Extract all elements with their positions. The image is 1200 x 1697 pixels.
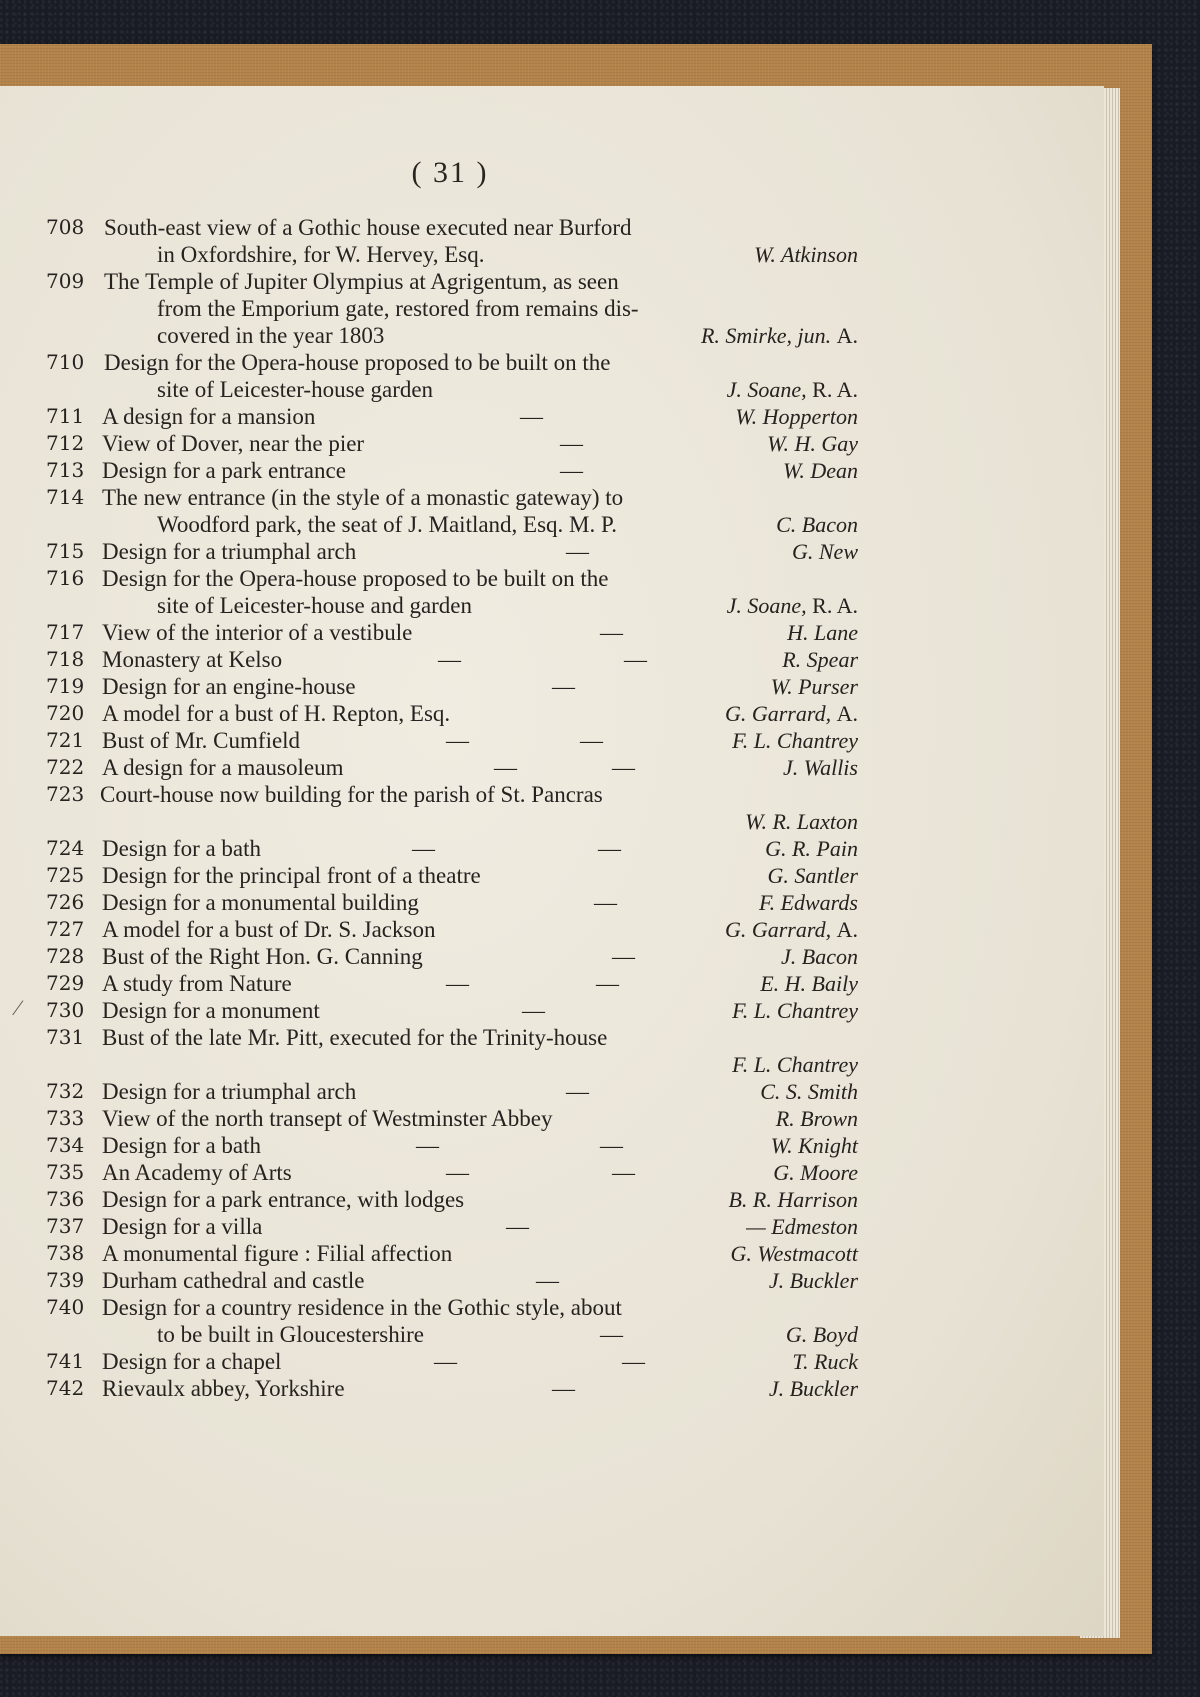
entry-738 [0, 1240, 870, 1267]
page-number-header: ( 31 ) [411, 156, 489, 189]
entry-number: 726 [46, 890, 85, 914]
entry-artist: J. Buckler [768, 1268, 858, 1293]
entry-artist: W. R. Laxton [745, 809, 858, 834]
entry-title-cont: site of Leicester-house garden [157, 377, 434, 402]
entry-title: Design for an engine-house [102, 674, 356, 699]
entry-artist: B. R. Harrison [728, 1187, 858, 1212]
dash: — [412, 836, 435, 861]
entry-723 [0, 781, 870, 834]
entry-title: Design for a monumental building [102, 890, 419, 915]
entry-artist: G. R. Pain [765, 836, 858, 861]
dash: — [522, 998, 545, 1023]
entry-artist: J. Buckler [768, 1376, 858, 1401]
entry-title-cont: in Oxfordshire, for W. Hervey, Esq. [157, 242, 485, 267]
entry-719 [0, 673, 870, 700]
dash: — [600, 620, 623, 645]
entry-number: 733 [46, 1106, 85, 1130]
dash: — [520, 404, 543, 429]
entry-artist: R. Brown [775, 1106, 858, 1131]
entry-title: South-east view of a Gothic house executed near Burford [104, 215, 632, 240]
entry-number: 723 [46, 782, 85, 806]
dash: — [600, 1322, 623, 1347]
entry-title: Bust of the Right Hon. G. Canning [102, 944, 423, 969]
entry-733 [0, 1105, 870, 1132]
entry-artist: J. Bacon [781, 944, 858, 969]
entry-712 [0, 430, 870, 457]
entry-title: Court-house now building for the parish of St. Pancras [100, 782, 603, 807]
entry-title: View of Dover, near the pier [102, 431, 365, 456]
dash: — [494, 755, 517, 780]
entry-title-cont: site of Leicester-house and garden [157, 593, 473, 618]
entry-708 [0, 214, 870, 267]
entry-number: 736 [46, 1187, 85, 1211]
entry-number: 734 [46, 1133, 85, 1157]
dash: — [560, 458, 583, 483]
dash: — [580, 728, 603, 753]
entry-title-cont: from the Emporium gate, restored from remains dis- [157, 296, 639, 321]
entry-title: Design for a country residence in the Gothic style, about [102, 1295, 622, 1320]
entry-729 [0, 970, 870, 997]
pencil-tick-mark: ∕ [16, 995, 20, 1020]
entry-artist: G. Moore [773, 1160, 858, 1185]
entry-artist: J. Soane, R. A. [726, 593, 858, 618]
dash: — [596, 971, 619, 996]
entry-artist: E. H. Baily [760, 971, 858, 996]
entry-title: A model for a bust of Dr. S. Jackson [102, 917, 436, 942]
entry-artist: F. L. Chantrey [732, 998, 858, 1023]
entry-title: Design for a triumphal arch [102, 1079, 357, 1104]
entry-718 [0, 646, 870, 673]
entry-title: An Academy of Arts [102, 1160, 292, 1185]
dash: — [612, 944, 635, 969]
dash: — [438, 647, 461, 672]
entry-number: 742 [46, 1376, 85, 1400]
entry-number: 719 [46, 674, 85, 698]
entry-artist: H. Lane [787, 620, 858, 645]
entry-709 [0, 268, 870, 348]
dash: — [600, 1133, 623, 1158]
entry-artist: W. Hopperton [735, 404, 858, 429]
dash: — [536, 1268, 559, 1293]
entry-artist: G. Garrard, A. [724, 917, 858, 942]
entry-number: 716 [46, 566, 85, 590]
entry-726 [0, 889, 870, 916]
entry-number: 728 [46, 944, 85, 968]
entry-artist: C. S. Smith [760, 1079, 858, 1104]
entry-artist: J. Wallis [783, 755, 858, 780]
entry-number: 718 [46, 647, 85, 671]
dash: — [612, 755, 635, 780]
entry-739 [0, 1267, 870, 1294]
entry-number: 740 [46, 1295, 85, 1319]
entry-number: 735 [46, 1160, 85, 1184]
entry-title: Design for a triumphal arch [102, 539, 357, 564]
entry-artist: F. Edwards [758, 890, 858, 915]
entry-title: Design for a park entrance, with lodges [102, 1187, 465, 1212]
entry-title: Bust of the late Mr. Pitt, executed for the Trinity-house [102, 1025, 608, 1050]
entry-artist: W. Dean [783, 458, 858, 483]
entry-artist: G. Boyd [785, 1322, 858, 1347]
entry-title: Durham cathedral and castle [102, 1268, 365, 1293]
entry-727 [0, 916, 870, 943]
dash: — [612, 1160, 635, 1185]
entry-736 [0, 1186, 870, 1213]
entry-number: 737 [46, 1214, 85, 1238]
entry-721 [0, 727, 870, 754]
entry-number: 730 [46, 998, 85, 1022]
entry-number: 714 [46, 485, 85, 509]
entry-number: 727 [46, 917, 85, 941]
entry-number: 738 [46, 1241, 85, 1265]
entry-713 [0, 457, 870, 484]
entry-artist: G. Santler [767, 863, 858, 888]
entry-artist: W. Purser [770, 674, 858, 699]
entry-number: 720 [46, 701, 85, 725]
entry-number: 717 [46, 620, 85, 644]
entry-number: 722 [46, 755, 85, 779]
entry-724 [0, 835, 870, 862]
entry-number: 724 [46, 836, 85, 860]
entry-730 [0, 997, 870, 1024]
entry-artist: W. Atkinson [754, 242, 858, 267]
entry-title: Monastery at Kelso [102, 647, 283, 672]
entry-734 [0, 1132, 870, 1159]
entry-title: The new entrance (in the style of a monastic gateway) to [102, 485, 624, 510]
entry-number: 731 [46, 1025, 85, 1049]
entry-722 [0, 754, 870, 781]
entry-title: Design for a bath [102, 1133, 262, 1158]
entry-number: 741 [46, 1349, 85, 1373]
entry-number: 732 [46, 1079, 85, 1103]
dash: — [416, 1133, 439, 1158]
entry-number: 711 [46, 404, 85, 428]
entry-title: A monumental figure : Filial affection [102, 1241, 453, 1266]
entry-714 [0, 484, 870, 537]
dash: — [566, 539, 589, 564]
entry-title: Design for a monument [102, 998, 320, 1023]
entry-title: Design for the principal front of a theatre [102, 863, 481, 888]
entry-number: 729 [46, 971, 85, 995]
entry-title: Design for the Opera-house proposed to be built on the [102, 566, 609, 591]
entry-number: 709 [46, 269, 85, 293]
entry-number: 708 [46, 215, 85, 239]
entry-731 [0, 1024, 870, 1077]
entry-title: A design for a mausoleum [102, 755, 344, 780]
entry-number: 712 [46, 431, 85, 455]
entry-title-cont: Woodford park, the seat of J. Maitland, Esq. M. P. [157, 512, 617, 537]
dash: — [552, 674, 575, 699]
entry-title: A study from Nature [102, 971, 292, 996]
dash: — [446, 971, 469, 996]
entry-720 [0, 700, 870, 727]
entry-title: Design for a park entrance [102, 458, 346, 483]
entry-725 [0, 862, 870, 889]
entry-732 [0, 1078, 870, 1105]
entry-artist: F. L. Chantrey [732, 728, 858, 753]
entry-title: Design for a chapel [102, 1349, 282, 1374]
entry-715 [0, 538, 870, 565]
entry-artist: G. New [792, 539, 858, 564]
entry-number: 715 [46, 539, 85, 563]
entry-artist: G. Westmacott [730, 1241, 858, 1266]
entry-number: 725 [46, 863, 85, 887]
dash: — [622, 1349, 645, 1374]
entry-number: 721 [46, 728, 85, 752]
entry-740 [0, 1294, 870, 1347]
entry-742 [0, 1375, 870, 1402]
dash: — [552, 1376, 575, 1401]
entry-title-cont: covered in the year 1803 [157, 323, 385, 348]
dash: — [434, 1349, 457, 1374]
entry-number: 739 [46, 1268, 85, 1292]
entry-711 [0, 403, 870, 430]
entry-artist: C. Bacon [776, 512, 858, 537]
entry-title: A model for a bust of H. Repton, Esq. [102, 701, 451, 726]
entry-artist: T. Ruck [792, 1349, 858, 1374]
dash: — [566, 1079, 589, 1104]
entry-artist: W. Knight [770, 1133, 858, 1158]
entry-title: Rievaulx abbey, Yorkshire [102, 1376, 345, 1401]
entry-title: View of the north transept of Westminster Abbey [102, 1106, 553, 1131]
entry-710 [0, 349, 870, 402]
dash: — [624, 647, 647, 672]
entry-title-cont: to be built in Gloucestershire [157, 1322, 424, 1347]
dash: — [506, 1214, 529, 1239]
entry-artist: W. H. Gay [767, 431, 858, 456]
entry-number: 713 [46, 458, 85, 482]
dash: — [560, 431, 583, 456]
entry-number: 710 [46, 350, 85, 374]
entry-title: The Temple of Jupiter Olympius at Agrigentum, as seen [104, 269, 619, 294]
entry-artist: F. L. Chantrey [732, 1052, 858, 1077]
entry-artist: G. Garrard, A. [724, 701, 858, 726]
entry-artist: J. Soane, R. A. [726, 377, 858, 402]
entry-716 [0, 565, 870, 618]
dash: — [598, 836, 621, 861]
dash: — [594, 890, 617, 915]
entry-title: View of the interior of a vestibule [102, 620, 413, 645]
entry-title: Design for the Opera-house proposed to be built on the [104, 350, 611, 375]
entry-title: Design for a bath [102, 836, 262, 861]
entry-artist: R. Spear [782, 647, 858, 672]
dash: — [446, 1160, 469, 1185]
entry-728 [0, 943, 870, 970]
entry-artist: — Edmeston [746, 1214, 858, 1239]
entry-artist: R. Smirke, jun. A. [700, 323, 858, 348]
entry-title: Bust of Mr. Cumfield [102, 728, 301, 753]
entry-title: Design for a villa [102, 1214, 263, 1239]
entry-717 [0, 619, 870, 646]
entry-735 [0, 1159, 870, 1186]
entry-title: A design for a mansion [102, 404, 316, 429]
entry-741 [0, 1348, 870, 1375]
dash: — [446, 728, 469, 753]
entry-737 [0, 1213, 870, 1240]
